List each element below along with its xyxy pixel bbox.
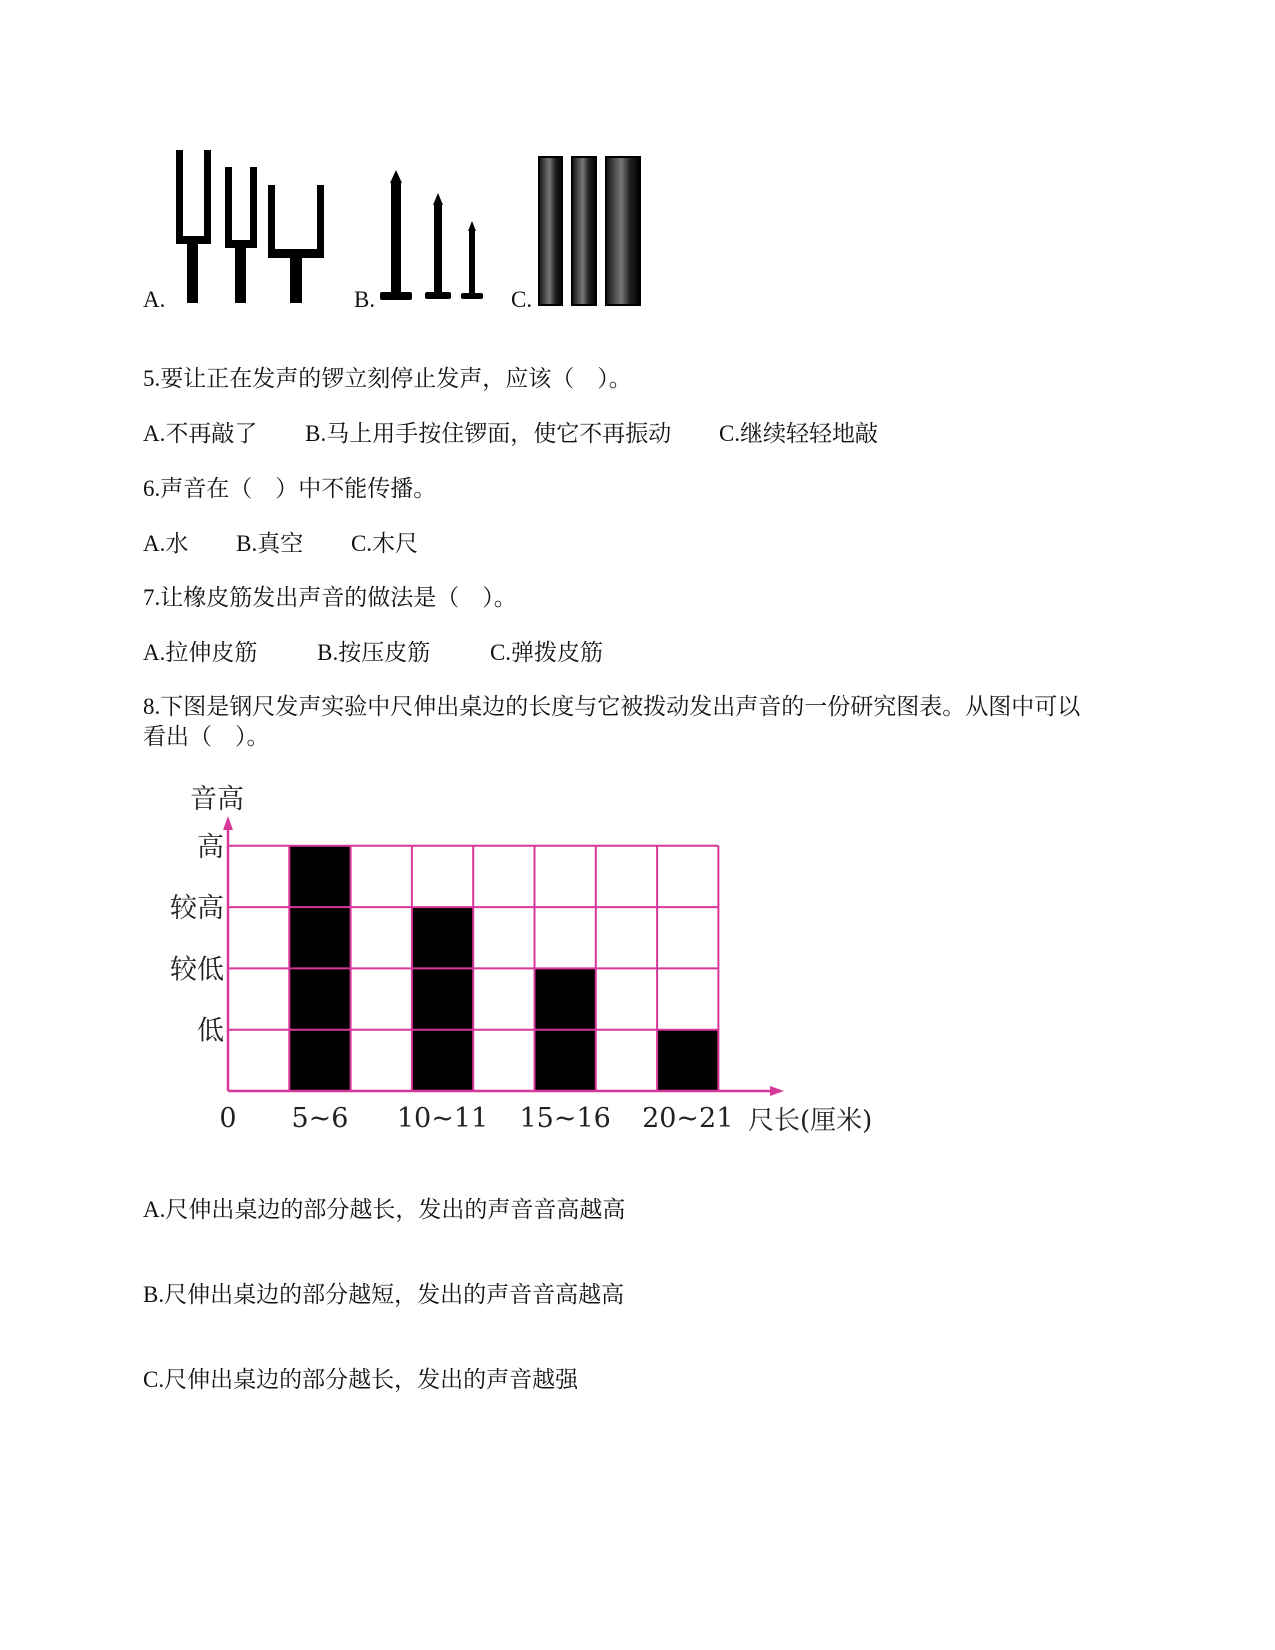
pitch-bar-chart bbox=[140, 770, 930, 1150]
question-7-option-a[interactable]: A.拉伸皮筋 bbox=[143, 640, 258, 665]
x-tick-label: 10~11 bbox=[396, 1103, 489, 1134]
nails-image bbox=[378, 165, 488, 307]
x-tick-label: 20~21 bbox=[642, 1103, 734, 1134]
y-tick-label: 高 bbox=[197, 831, 224, 863]
y-tick-label: 较高 bbox=[170, 893, 224, 925]
question-6-stem: 6.声音在（ ）中不能传播。 bbox=[143, 476, 437, 501]
question-5-options bbox=[143, 419, 878, 449]
question-7-option-b[interactable]: B.按压皮筋 bbox=[317, 640, 431, 665]
x-tick-label: 5~6 bbox=[291, 1103, 349, 1134]
question-7-stem: 7.让橡皮筋发出声音的做法是（ ）。 bbox=[143, 585, 517, 610]
figure-option-a-label: A. bbox=[143, 287, 166, 312]
x-origin-label: 0 bbox=[219, 1103, 237, 1134]
x-axis-label: 尺长(厘米) bbox=[748, 1106, 873, 1136]
bar-10~11 bbox=[412, 907, 473, 1091]
y-tick-label: 低 bbox=[197, 1015, 224, 1047]
y-axis-arrow bbox=[223, 816, 233, 830]
question-6-option-b[interactable]: B.真空 bbox=[236, 531, 304, 556]
figure-option-b-label: B. bbox=[354, 287, 376, 312]
question-8-option-c[interactable]: C.尺伸出桌边的部分越长，发出的声音越强 bbox=[143, 1367, 579, 1392]
question-7-options bbox=[143, 638, 603, 668]
question-5-stem: 5.要让正在发声的锣立刻停止发声，应该（ ）。 bbox=[143, 366, 632, 391]
question-7-option-c[interactable]: C.弹拨皮筋 bbox=[489, 640, 604, 665]
x-axis-arrow bbox=[770, 1086, 784, 1096]
figure-option-c-label: C. bbox=[511, 287, 533, 312]
y-tick-label: 较低 bbox=[170, 954, 224, 986]
question-8-option-a[interactable]: A.尺伸出桌边的部分越长，发出的声音音高越高 bbox=[143, 1197, 626, 1222]
x-tick-label: 15~16 bbox=[519, 1103, 611, 1134]
question-5-option-b[interactable]: B.马上用手按住锣面，使它不再振动 bbox=[305, 421, 672, 446]
bar-20~21 bbox=[657, 1030, 718, 1091]
question-6-option-c[interactable]: C.木尺 bbox=[350, 531, 419, 556]
question-6-options bbox=[143, 529, 418, 559]
question-5-option-a[interactable]: A.不再敲了 bbox=[143, 421, 258, 446]
y-axis-label: 音高 bbox=[190, 784, 244, 815]
question-5-option-c[interactable]: C.继续轻轻地敲 bbox=[718, 421, 879, 446]
question-6-option-a[interactable]: A.水 bbox=[143, 531, 189, 556]
tuning-forks-image bbox=[170, 145, 330, 307]
question-8-option-b[interactable]: B.尺伸出桌边的部分越短，发出的声音音高越高 bbox=[143, 1282, 625, 1307]
rods-image bbox=[536, 153, 646, 308]
question-8-stem: 8.下图是钢尺发声实验中尺伸出桌边的长度与它被拨动发出声音的一份研究图表。从图中可以看出（ ）。 bbox=[143, 694, 1081, 749]
